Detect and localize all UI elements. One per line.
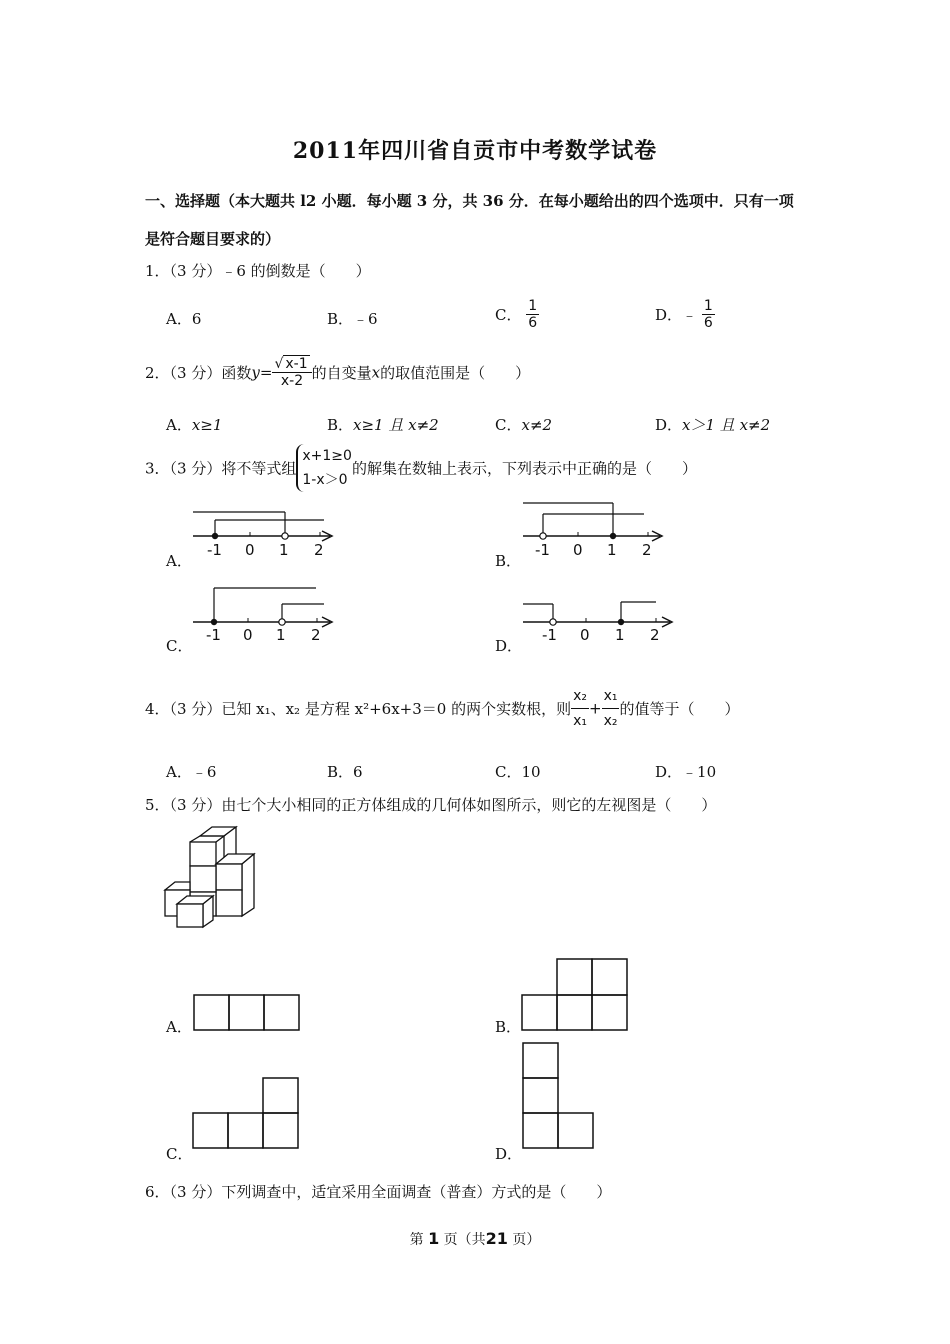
q5-option-c-label: C． — [166, 1145, 193, 1163]
question-text: ﹣6 的倒数是（ ） — [221, 262, 371, 280]
q3-option-c-label: C． — [166, 637, 193, 655]
q4-option-a: A．﹣6 — [166, 763, 217, 781]
inequality-2: 1-x＞0 — [302, 472, 348, 488]
question-number: 1． — [145, 262, 170, 280]
minus-sign: ﹣ — [682, 306, 698, 324]
tick-label: 2 — [642, 541, 652, 559]
footer-text: 页） — [512, 1232, 541, 1248]
numerator: √ x-1 — [274, 356, 308, 372]
option-label: C． — [495, 306, 522, 324]
view-square — [193, 1113, 228, 1148]
number-line-d — [520, 584, 690, 646]
question-score: （3 分） — [169, 700, 222, 718]
view-square — [523, 1078, 558, 1113]
question-score: （3 分） — [169, 796, 222, 814]
q5-option-b-label: B． — [495, 1018, 522, 1036]
q5-option-a-label: A． — [166, 1018, 192, 1036]
question-1 — [145, 260, 371, 281]
question-number: 2． — [145, 364, 170, 382]
question-text: 已知 x₁、x₂ 是方程 x²+6x+3＝0 的两个实数根，则 — [221, 700, 572, 718]
q2-option-d: D．x＞1 且 x≠2 — [655, 416, 771, 434]
cube-face — [190, 866, 216, 892]
numerator: 1 — [703, 298, 713, 314]
question-number: 4． — [145, 700, 170, 718]
option-text: x≥1 且 x≠2 — [353, 416, 439, 434]
question-text: 由七个大小相同的正方体组成的几何体如图所示，则它的左视图是（ ） — [221, 796, 717, 814]
view-square — [228, 1113, 263, 1148]
question-5 — [145, 794, 716, 815]
q4-option-b: B．6 — [327, 763, 363, 781]
view-square — [558, 1113, 593, 1148]
variable: y — [251, 363, 260, 382]
view-square — [264, 995, 299, 1030]
fraction — [571, 684, 589, 733]
question-text: 的解集在数轴上表示，下列表示中正确的是（ ） — [351, 459, 697, 478]
tick-label: 1 — [615, 626, 625, 644]
question-3 — [145, 444, 697, 492]
q5-option-d-label: D． — [495, 1145, 523, 1163]
tick-label: -1 — [207, 541, 222, 559]
cube-face — [177, 904, 203, 927]
cube-edge — [190, 836, 224, 842]
tick-label: 2 — [311, 626, 321, 644]
question-score: （3 分） — [169, 364, 222, 382]
q2-option-a: A．x≥1 — [166, 416, 223, 434]
question-text: 将不等式组 — [221, 459, 297, 478]
open-point — [550, 619, 556, 625]
numerator: 1 — [528, 298, 538, 314]
view-square — [523, 1043, 558, 1078]
q3-option-d-label: D． — [495, 637, 523, 655]
fraction — [702, 298, 715, 331]
view-square — [522, 995, 557, 1030]
total-pages: 21 — [485, 1229, 508, 1248]
footer-text: 第 — [409, 1232, 424, 1248]
equals: = — [259, 363, 273, 382]
question-score: （3 分） — [169, 459, 222, 478]
denominator: x₂ — [602, 708, 620, 733]
question-number: 3． — [145, 459, 170, 478]
plus-sign: + — [588, 699, 602, 718]
tick-label: 0 — [573, 541, 583, 559]
q2-option-b: B．x≥1 且 x≠2 — [327, 416, 439, 434]
question-score: （3 分） — [169, 1183, 222, 1201]
fraction — [602, 684, 620, 733]
numerator: x₁ — [603, 688, 618, 704]
view-square — [263, 1113, 298, 1148]
denominator: x₁ — [571, 708, 589, 733]
q1-option-c — [495, 298, 539, 331]
question-score: （3 分） — [169, 262, 222, 280]
view-b — [521, 958, 629, 1032]
tick-label: 2 — [650, 626, 660, 644]
option-text: x≠2 — [521, 416, 553, 434]
question-number: 6． — [145, 1183, 170, 1201]
number-line-b — [520, 500, 680, 562]
closed-point — [618, 619, 624, 625]
page-footer — [0, 1229, 950, 1249]
question-2 — [145, 356, 530, 389]
cube-top — [165, 882, 190, 890]
question-text: 的值等于（ ） — [619, 700, 740, 718]
footer-text: 页（共 — [443, 1232, 486, 1248]
open-point — [540, 533, 546, 539]
option-text: x≥1 — [191, 416, 223, 434]
page-number: 1 — [428, 1229, 440, 1248]
option-label: D． — [655, 306, 683, 324]
tick-label: 1 — [276, 626, 286, 644]
view-square — [229, 995, 264, 1030]
q3-option-b-label: B． — [495, 552, 522, 570]
q4-option-d: D．﹣10 — [655, 763, 717, 781]
tick-label: 0 — [580, 626, 590, 644]
variable: x — [371, 363, 381, 382]
view-d — [522, 1042, 596, 1150]
question-text: 的取值范围是（ ） — [380, 364, 531, 382]
denominator: 6 — [703, 315, 713, 331]
q1-option-b: B．﹣6 — [327, 310, 378, 328]
tick-label: 1 — [279, 541, 289, 559]
view-square — [557, 995, 592, 1030]
fraction — [526, 298, 539, 331]
question-4 — [145, 684, 739, 733]
closed-point — [211, 619, 217, 625]
q2-option-c: C．x≠2 — [495, 416, 553, 434]
question-text: 函数 — [221, 364, 252, 382]
option-text: x＞1 且 x≠2 — [682, 416, 771, 434]
view-square — [557, 959, 592, 995]
tick-label: -1 — [206, 626, 221, 644]
view-square — [194, 995, 229, 1030]
q4-option-c: C．10 — [495, 763, 541, 781]
view-square — [592, 995, 627, 1030]
tick-label: 0 — [245, 541, 255, 559]
fraction — [272, 356, 311, 389]
view-square — [263, 1078, 298, 1113]
question-number: 5． — [145, 796, 170, 814]
q3-option-a-label: A． — [166, 552, 192, 570]
inequality-1: x+1≥0 — [302, 448, 352, 464]
q1-option-a: A．6 — [166, 310, 202, 328]
number-line-a — [190, 500, 350, 562]
closed-point — [212, 533, 218, 539]
cube-face — [216, 864, 242, 890]
view-square — [592, 959, 627, 995]
view-a — [193, 994, 301, 1032]
cube-figure — [160, 824, 260, 930]
tick-label: -1 — [535, 541, 550, 559]
denominator: 6 — [528, 315, 538, 331]
cube-face — [190, 842, 216, 866]
inequality-system — [296, 444, 352, 492]
denominator: x-2 — [272, 372, 311, 389]
view-square — [523, 1113, 558, 1148]
open-point — [279, 619, 285, 625]
number-line-c — [190, 584, 350, 646]
question-text: 的自变量 — [311, 364, 372, 382]
q1-option-d — [655, 298, 715, 331]
tick-label: -1 — [542, 626, 557, 644]
tick-label: 2 — [314, 541, 324, 559]
tick-label: 0 — [243, 626, 253, 644]
question-6 — [145, 1181, 611, 1202]
section-header-line1: 一、选择题（本大题共 l2 小题．每小题 3 分，共 36 分．在每小题给出的四个选项中．只有一项 — [145, 192, 794, 210]
open-point — [282, 533, 288, 539]
cube-face — [216, 890, 242, 916]
page-title: 2011年四川省自贡市中考数学试卷 — [292, 138, 658, 164]
numerator: x₂ — [573, 688, 587, 704]
cube-side — [242, 854, 254, 916]
tick-label: 1 — [607, 541, 617, 559]
question-text: 下列调查中，适宜采用全面调查（普查）方式的是（ ） — [221, 1183, 612, 1201]
view-c — [192, 1077, 300, 1151]
sqrt-radicand: x-1 — [285, 356, 308, 372]
closed-point — [610, 533, 616, 539]
section-header-line2: 是符合题目要求的） — [145, 230, 281, 248]
